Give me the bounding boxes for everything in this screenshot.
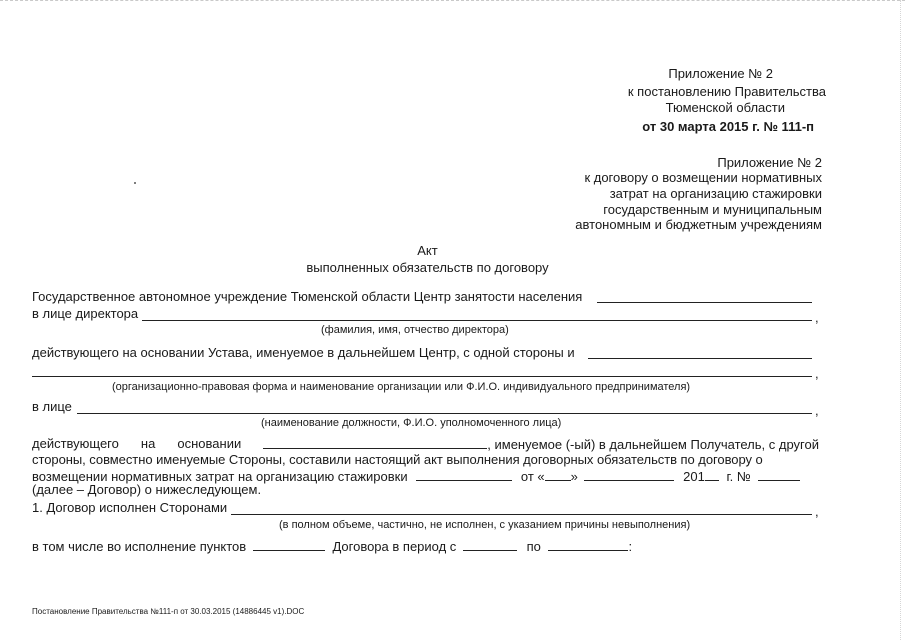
acting-charter-text: действующего на основании Устава, именуемое в дальнейшем Центр, с одной стороны и	[32, 345, 575, 360]
period-from-blank[interactable]	[463, 538, 517, 551]
basis-blank[interactable]	[263, 436, 487, 449]
doc-subtitle: выполненных обязательств по договору	[306, 260, 549, 275]
points-blank[interactable]	[253, 538, 325, 551]
contract-name-blank[interactable]	[416, 468, 512, 481]
paragraph-line-2: стороны, совместно именуемые Стороны, составили настоящий акт выполнения договорных обязательств по договору о	[32, 452, 763, 467]
footer-filename: Постановление Правительства №111-п от 30.03.2015 (14886445 v1).DOC	[32, 607, 305, 616]
scan-top-edge	[0, 0, 905, 3]
position-comma: ,	[815, 403, 819, 418]
p1-basis: основании	[177, 436, 242, 451]
director-hint: (фамилия, имя, отчество директора)	[321, 324, 509, 336]
in-person-label: в лице	[32, 399, 72, 414]
p1-acting: действующего	[32, 436, 119, 451]
points-row: в том числе во исполнение пунктов Договора в период с по :	[32, 539, 633, 554]
paragraph-line-1	[32, 436, 819, 453]
p1-on: на	[140, 436, 156, 451]
org-comma: ,	[815, 366, 819, 381]
p3-quote: »	[570, 469, 578, 484]
item1-comma: ,	[815, 504, 819, 519]
position-hint: (наименование должности, Ф.И.О. уполномоченного лица)	[261, 417, 562, 429]
appendix-contract-line4: автономным и бюджетным учреждениям	[575, 217, 822, 232]
institution-text: Государственное автономное учреждение Тюменской области Центр занятости населения	[32, 289, 583, 304]
org-name-blank[interactable]	[32, 376, 812, 377]
item1-blank[interactable]	[231, 514, 812, 515]
appendix-gov-title: Приложение № 2	[668, 66, 773, 81]
item1-label: 1. Договор исполнен Сторонами	[32, 500, 228, 515]
item1-hint: (в полном объеме, частично, не исполнен, с указанием причины невыполнения)	[279, 519, 691, 531]
position-blank[interactable]	[77, 413, 812, 414]
appendix-contract-line2: затрат на организацию стажировки	[609, 186, 822, 201]
day-blank[interactable]	[545, 468, 571, 481]
p3-text: возмещении нормативных затрат на организацию стажировки	[32, 469, 408, 484]
appendix-gov-line2: Тюменской области	[665, 100, 785, 115]
month-blank[interactable]	[584, 468, 674, 481]
appendix-contract-title: Приложение № 2	[717, 155, 822, 170]
counterparty-blank-1[interactable]	[588, 358, 812, 359]
period-label: Договора в период с	[332, 539, 457, 554]
p3-from: от «	[520, 469, 545, 484]
institution-blank[interactable]	[597, 302, 812, 303]
period-to-label: по	[526, 539, 541, 554]
doc-title: Акт	[417, 243, 438, 258]
period-to-blank[interactable]	[548, 538, 628, 551]
scan-speck	[134, 182, 136, 184]
appendix-contract-line1: к договору о возмещении нормативных	[584, 170, 822, 185]
p3-year: 201	[683, 469, 705, 484]
director-name-blank[interactable]	[142, 320, 812, 321]
points-label: в том числе во исполнение пунктов	[32, 539, 247, 554]
appendix-gov-line1: к постановлению Правительства	[627, 84, 826, 99]
scan-right-edge	[899, 0, 901, 640]
director-comma: ,	[815, 310, 819, 325]
p1-named: , именуемое (-ый) в дальнейшем Получатель, с другой	[487, 437, 819, 452]
year-blank[interactable]	[705, 468, 719, 481]
appendix-contract-line3: государственным и муниципальным	[603, 202, 822, 217]
appendix-gov-date: от 30 марта 2015 г. № 111-п	[642, 119, 814, 134]
contract-number-blank[interactable]	[758, 468, 800, 481]
paragraph-line-4: (далее – Договор) о нижеследующем.	[32, 482, 262, 497]
director-label: в лице директора	[32, 306, 139, 321]
org-hint: (организационно-правовая форма и наименование организации или Ф.И.О. индивидуального предпринимателя)	[112, 381, 691, 393]
p3-g: г. №	[726, 469, 751, 484]
